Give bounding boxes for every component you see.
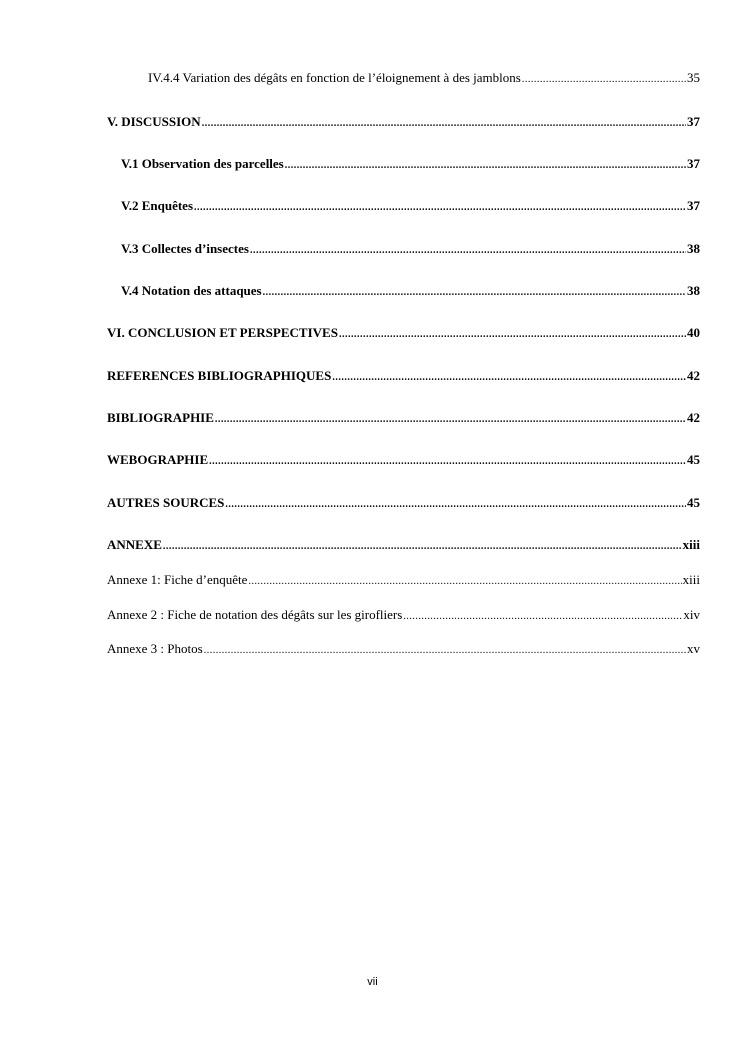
toc-leader-dots	[204, 643, 686, 659]
toc-entry-annexe[interactable]	[107, 537, 700, 555]
toc-entry-label: V.4 Notation des attaques	[121, 283, 262, 298]
toc-entry-label: BIBLIOGRAPHIE	[107, 410, 214, 425]
toc-entry-label: ANNEXE	[107, 537, 162, 552]
toc-entry-iv-4-4[interactable]	[107, 70, 700, 88]
toc-entry-v-3[interactable]	[107, 241, 700, 259]
toc-entry-label: VI. CONCLUSION ET PERSPECTIVES	[107, 325, 338, 340]
toc-leader-dots	[403, 609, 682, 625]
toc-leader-dots	[522, 72, 686, 88]
toc-entry-label: V.3 Collectes d’insectes	[121, 241, 249, 256]
toc-entry-label: WEBOGRAPHIE	[107, 452, 209, 467]
toc-entry-webographie[interactable]	[107, 452, 700, 470]
toc-leader-dots	[332, 370, 686, 386]
toc-entry-label: V.2 Enquêtes	[121, 198, 194, 213]
toc-leader-dots	[248, 574, 681, 590]
toc-entry-page: 37	[687, 114, 700, 129]
toc-entry-page: 45	[687, 452, 700, 467]
toc-entry-label: AUTRES SOURCES	[107, 495, 225, 510]
toc-entry-label: V.1 Observation des parcelles	[121, 156, 284, 171]
toc-entry-v-4[interactable]	[107, 283, 700, 301]
toc-entry-label: Annexe 3 : Photos	[107, 641, 203, 656]
toc-entry-bibliographie[interactable]	[107, 410, 700, 428]
toc-entry-page: 40	[687, 325, 700, 340]
toc-entry-page: 42	[687, 410, 700, 425]
toc-leader-dots	[215, 412, 686, 428]
toc-leader-dots	[163, 539, 682, 555]
toc-entry-page: 37	[687, 198, 700, 213]
toc-entry-page: 45	[687, 495, 700, 510]
toc-leader-dots	[202, 116, 686, 132]
toc-entry-page: 37	[687, 156, 700, 171]
toc-entry-v-1[interactable]	[107, 156, 700, 174]
toc-leader-dots	[194, 200, 686, 216]
toc-leader-dots	[263, 285, 686, 301]
toc-entry-page: xv	[687, 641, 700, 656]
toc-entry-annexe-1[interactable]	[107, 572, 700, 590]
page-number: vii	[367, 976, 378, 988]
toc-entry-conclusion[interactable]	[107, 325, 700, 343]
toc-entry-discussion[interactable]	[107, 114, 700, 132]
toc-leader-dots	[209, 454, 686, 470]
toc-entry-autres-sources[interactable]	[107, 495, 700, 513]
toc-entry-page: 38	[687, 241, 700, 256]
toc-entry-label: IV.4.4 Variation des dégâts en fonction de l’éloignement à des jamblons	[148, 70, 521, 85]
toc-leader-dots	[225, 497, 686, 513]
toc-entry-page: xiv	[683, 607, 700, 622]
toc-entry-annexe-3[interactable]	[107, 641, 700, 659]
toc-leader-dots	[339, 327, 686, 343]
toc-entry-label: REFERENCES BIBLIOGRAPHIQUES	[107, 368, 332, 383]
toc-entry-label: Annexe 1: Fiche d’enquête	[107, 572, 248, 587]
toc-entry-v-2[interactable]	[107, 198, 700, 216]
toc-entry-page: 38	[687, 283, 700, 298]
toc-entry-page: 35	[687, 70, 700, 85]
toc-leader-dots	[250, 243, 686, 259]
toc-entry-references[interactable]	[107, 368, 700, 386]
toc-entry-label: Annexe 2 : Fiche de notation des dégâts sur les girofliers	[107, 607, 403, 622]
toc-entry-page: 42	[687, 368, 700, 383]
toc-leader-dots	[285, 158, 686, 174]
toc-entry-label: V. DISCUSSION	[107, 114, 201, 129]
toc-entry-page: xiii	[682, 537, 700, 552]
toc-entry-page: xiii	[682, 572, 700, 587]
toc-entry-annexe-2[interactable]	[107, 607, 700, 625]
